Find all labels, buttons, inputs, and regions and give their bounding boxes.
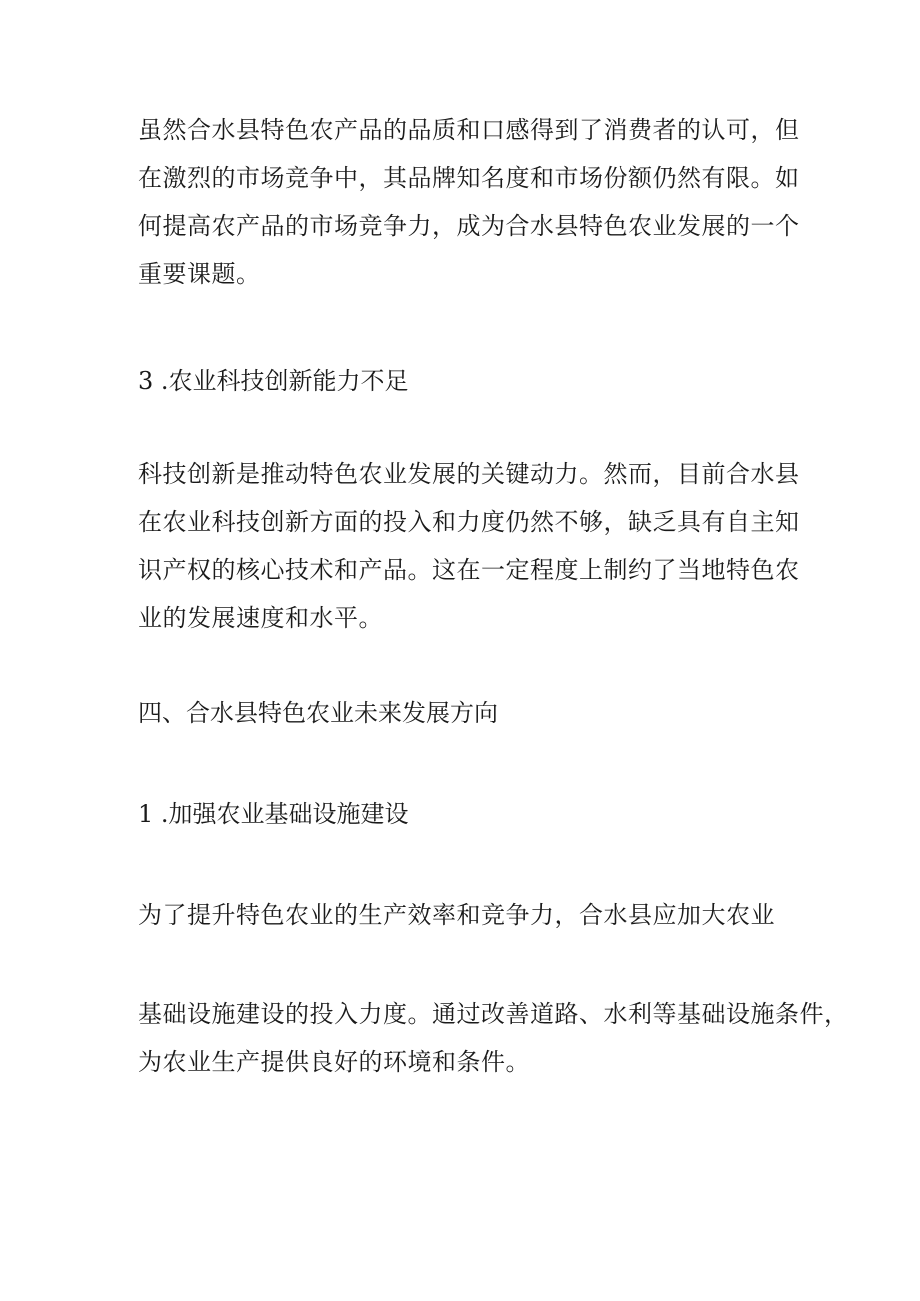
paragraph-line: 重要课题。 xyxy=(138,260,261,288)
paragraph-line: 识产权的核心技术和产品。这在一定程度上制约了当地特色农 xyxy=(138,556,800,584)
paragraph-line: 在激烈的市场竞争中，其品牌知名度和市场份额仍然有限。如 xyxy=(138,164,800,192)
paragraph-infrastructure-detail xyxy=(138,990,849,1086)
paragraph-line: 为农业生产提供良好的环境和条件。 xyxy=(138,1048,530,1076)
paragraph-line: 在农业科技创新方面的投入和力度仍然不够，缺乏具有自主知 xyxy=(138,508,800,536)
paragraph-line: 科技创新是推动特色农业发展的关键动力。然而，目前合水县 xyxy=(138,460,800,488)
paragraph-line: 为了提升特色农业的生产效率和竞争力，合水县应加大农业 xyxy=(138,901,775,929)
paragraph-tech-innovation xyxy=(138,450,800,642)
paragraph-market-competition xyxy=(138,106,800,298)
section-heading-tech-innovation: 3 .农业科技创新能力不足 xyxy=(138,367,409,395)
paragraph-line: 业的发展速度和水平。 xyxy=(138,604,383,632)
paragraph-line: 虽然合水县特色农产品的品质和口感得到了消费者的认可，但 xyxy=(138,116,800,144)
paragraph-infrastructure-intro xyxy=(138,891,788,939)
section-heading-infrastructure: 1 .加强农业基础设施建设 xyxy=(138,800,409,828)
paragraph-line: 何提高农产品的市场竞争力，成为合水县特色农业发展的一个 xyxy=(138,212,800,240)
paragraph-line: 基础设施建设的投入力度。通过改善道路、水利等基础设施条件， xyxy=(138,1000,849,1028)
chapter-heading-future-direction: 四、合水县特色农业未来发展方向 xyxy=(138,699,498,727)
